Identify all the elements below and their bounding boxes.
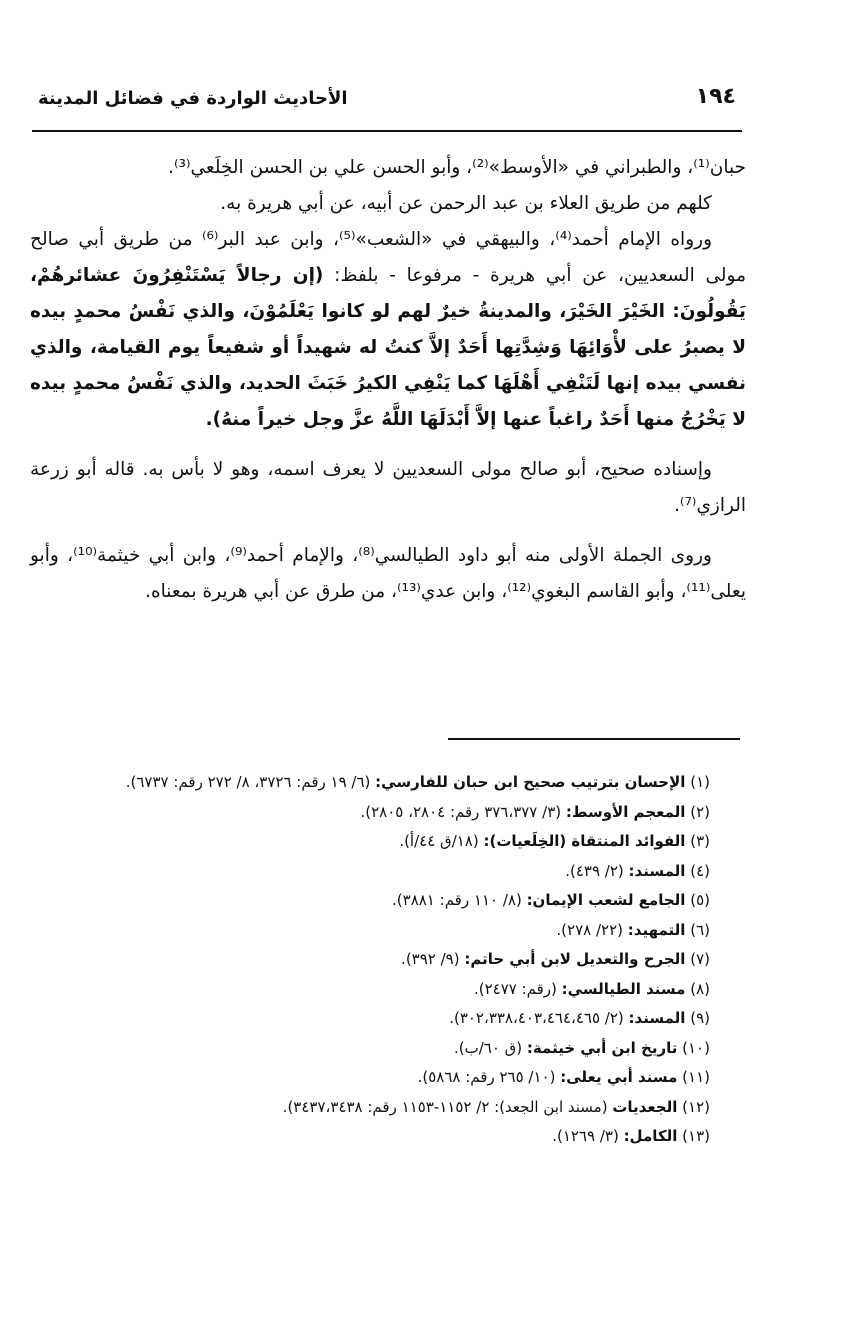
footnote-number: (١٠) (682, 1038, 710, 1057)
footnote-ref: (رقم: ٢٤٧٧). (473, 979, 562, 998)
footnote-item (30, 798, 746, 828)
footnote-number: (٥) (690, 891, 710, 909)
footnote-separator (448, 738, 740, 740)
paragraph-2: كلهم من طريق العلاء بن عبد الرحمن عن أبيه، عن أبي هريرة به. (220, 193, 712, 214)
paragraph-1: حبان⁽¹⁾، والطبراني في «الأوسط»⁽²⁾، وأبو الحسن علي بن الحسن الخِلَعي⁽³⁾. (168, 157, 746, 178)
footnote-ref: (١٠/ ٢٦٥ رقم: ٥٨٦٨). (417, 1068, 561, 1086)
footnote-number: (١) (690, 773, 710, 791)
running-title: الأحاديث الواردة في فضائل المدينة (38, 88, 348, 109)
paragraph-4: وإسناده صحيح، أبو صالح مولى السعديين لا يعرف اسمه، وهو لا بأس به. قاله أبو زرعة الرازي⁽⁷⁾. (30, 459, 746, 516)
footnote-source: المعجم الأوسط: (565, 802, 686, 821)
paragraph-5: وروى الجملة الأولى منه أبو داود الطيالسي⁽⁸⁾، والإمام أحمد⁽⁹⁾، وابن أبي خيثمة⁽¹⁰⁾، وأبو يعلى⁽¹¹⁾، وأبو القاسم البغوي⁽¹²⁾، وابن عدي⁽¹³⁾، من طرق عن أبي هريرة بمعناه. (30, 545, 746, 602)
footnote-source: المسند: (628, 861, 686, 880)
header-rule (32, 130, 742, 132)
footnote-number: (٣) (690, 832, 710, 850)
footnote-item (30, 886, 746, 916)
footnote-item (30, 857, 746, 887)
footnote-number: (١٢) (682, 1097, 710, 1116)
footnote-ref: (٢/ ٤٣٩). (565, 861, 629, 880)
footnote-ref: (مسند ابن الجعد): ٢/ ١١٥٢-١١٥٣ رقم: ٣٤٣٧،٣٤٣٨). (282, 1097, 613, 1116)
footnote-ref: (٣/ ١٢٦٩). (552, 1127, 624, 1145)
footnote-source: المسند: (628, 1009, 686, 1027)
footnote-number: (٢) (690, 802, 710, 821)
footnote-ref: (ق ٦٠/ب). (453, 1038, 527, 1057)
footnote-item (30, 827, 746, 857)
footnote-number: (٤) (690, 861, 710, 880)
main-text (30, 150, 746, 610)
footnote-ref: (٢٢/ ٢٧٨). (556, 920, 628, 939)
footnote-source: الجرح والتعديل لابن أبي حاتم: (464, 950, 686, 968)
page-header (32, 80, 740, 116)
footnote-source: الفوائد المنتقاة (الخِلَعيات): (483, 832, 686, 850)
paragraph-3-intro: ورواه الإمام أحمد⁽⁴⁾، والبيهقي في «الشعب»⁽⁵⁾، وابن عبد البر⁽⁶⁾ من طريق أبي صالح مولى السعديين، عن أبي هريرة - مرفوعا - بلفظ: (30, 229, 747, 286)
footnote-number: (٦) (690, 920, 710, 939)
footnote-number: (٧) (690, 950, 710, 968)
footnote-item (30, 916, 746, 946)
footnote-source: تاريخ ابن أبي خيثمة: (526, 1038, 678, 1057)
footnote-item (30, 1004, 746, 1034)
footnote-ref: (٦/ ١٩ رقم: ٣٧٢٦، ٨/ ٢٧٢ رقم: ٦٧٣٧). (125, 773, 376, 791)
footnote-source: مسند أبي يعلى: (560, 1068, 678, 1086)
footnote-item (30, 1122, 746, 1152)
footnote-number: (١١) (682, 1068, 710, 1086)
footnote-source: الإحسان بترتيب صحيح ابن حبان للفارسي: (375, 773, 686, 791)
footnote-ref: (١٨/ق ٤٤/أ). (399, 832, 484, 850)
footnote-item (30, 768, 746, 798)
footnote-source: مسند الطيالسي: (561, 979, 686, 998)
footnote-item (30, 1034, 746, 1064)
hadith-quote: (إن رجالاً يَسْتَنْفِرُونَ عشائرهُمْ، يَقُولُونَ: الخَيْرَ الخَيْرَ، والمدينةُ خيرٌ لهم لو كانوا يَعْلَمُوْنَ، والذي نَفْسُ محمدٍ بيده لا يصبرُ على لأْوَائِهَا وَشِدَّتِها أَحَدٌ إلاَّ كنتُ له شهيداً أو شفيعاً يوم القيامة، والذي نفسي بيده إنها لَتَنْفِي أَهْلَهَا كما يَنْفِي الكيرُ خَبَثَ الحديد، والذي نَفْسُ محمدٍ بيده لا يَخْرُجُ منها أَحَدٌ راغباً عنها إلاَّ أَبْدَلَهَا اللَّهُ عزَّ وجل خيراً منهُ). (30, 265, 746, 430)
page-number: ١٩٤ (695, 84, 736, 109)
footnote-item (30, 1093, 746, 1123)
footnote-item (30, 945, 746, 975)
paragraph-3 (30, 222, 746, 438)
footnote-ref: (٨/ ١١٠ رقم: ٣٨٨١). (392, 891, 527, 909)
footnote-source: الجعديات (612, 1097, 678, 1116)
footnotes (30, 768, 746, 1152)
footnote-source: التمهيد: (627, 920, 686, 939)
footnote-number: (٩) (690, 1009, 710, 1027)
footnote-source: الكامل: (623, 1127, 678, 1145)
footnote-number: (١٣) (682, 1127, 710, 1145)
footnote-ref: (٩/ ٣٩٢). (401, 950, 465, 968)
footnote-ref: (٢/ ٣٠٢،٣٣٨،٤٠٣،٤٦٤،٤٦٥). (449, 1009, 629, 1027)
footnote-number: (٨) (690, 979, 710, 998)
footnote-item (30, 975, 746, 1005)
footnote-item (30, 1063, 746, 1093)
footnote-ref: (٣/ ٣٧٦،٣٧٧ رقم: ٢٨٠٤، ٢٨٠٥). (360, 802, 566, 821)
footnote-source: الجامع لشعب الإيمان: (526, 891, 686, 909)
